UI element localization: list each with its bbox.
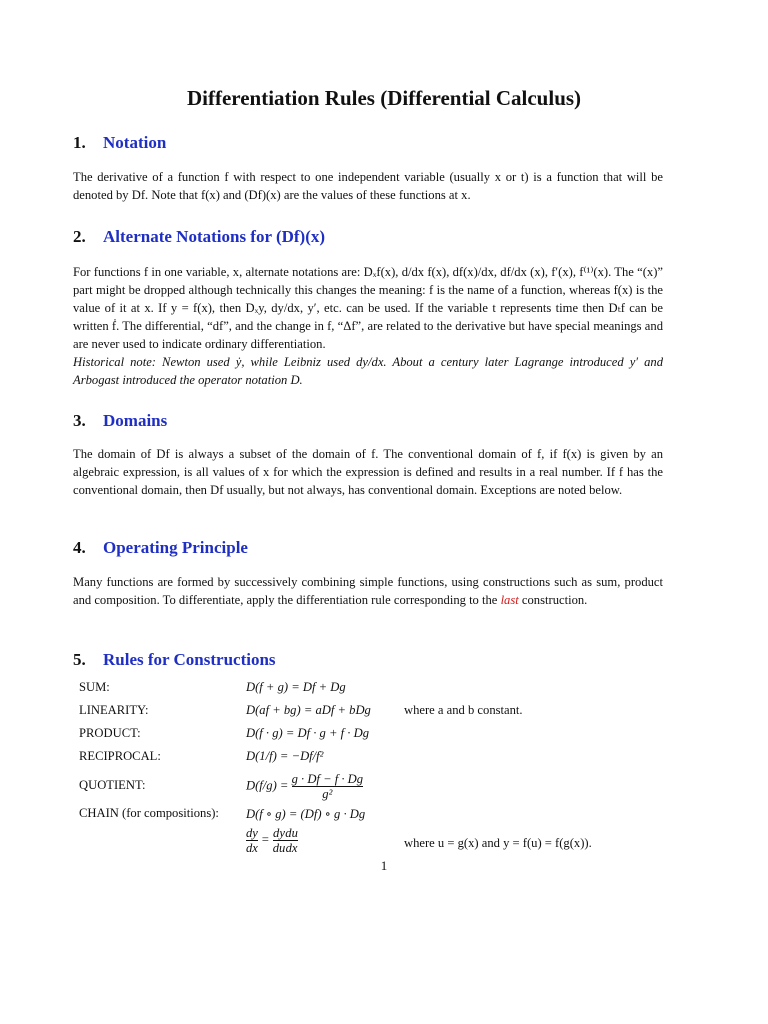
rule-label: QUOTIENT: <box>79 778 146 792</box>
rule-label: PRODUCT: <box>79 726 141 740</box>
section-number: 1. <box>73 133 86 152</box>
operating-principle-paragraph <box>73 573 663 609</box>
section-number: 3. <box>73 411 86 430</box>
section-name: Alternate Notations for (Df)(x) <box>103 227 326 246</box>
section-heading-operating-principle <box>73 538 248 558</box>
quotient-denominator: g² <box>292 786 363 801</box>
fraction <box>285 826 298 855</box>
quotient-numerator: g · Df − f · Dg <box>291 772 364 786</box>
page-title: Differentiation Rules (Differential Calculus) <box>186 86 582 110</box>
denominator: du <box>272 841 286 855</box>
numerator: dy <box>273 826 285 840</box>
domains-text: The domain of Df is always a subset of the domain of f. The conventional domain of f, if f(x) is given by an algebraic expression, is all values of x for which the expression is defined and results in a real number. If f has the conventional domain, then Df usually, but not always, has conventional domain. Exceptions are noted below. <box>73 447 663 497</box>
section-name: Operating Principle <box>103 538 248 557</box>
operating-principle-text <box>73 573 663 609</box>
section-number: 4. <box>73 538 86 557</box>
alternate-notations-text: For functions f in one variable, x, alternate notations are: Dₓf(x), d/dx f(x), df(x)/dx, df/dx (x), f′(x), f⁽¹⁾(x). The “(x)” part might be dropped although technically this changes the meaning: f is the name of a function, whereas f(x) is the value of it at x. If y = f(x), then Dₓy, dy/dx, y′, etc. can be used. If the variable t represents time then Dₜf can be written ḟ. The differential, “df”, and the change in f, “Δf”, are related to the derivative but have special meanings and are never used to indicate ordinary differentiation. <box>73 265 663 351</box>
section-number: 2. <box>73 227 86 246</box>
section-heading-alternate-notations <box>73 227 325 247</box>
rule-formula: D(f · g) = Df · g + f · Dg <box>246 726 369 740</box>
rule-label: RECIPROCAL: <box>79 749 161 763</box>
notation-paragraph <box>73 168 663 204</box>
page-number: 1 <box>380 858 388 873</box>
quotient-fraction <box>292 772 363 801</box>
section-heading-notation <box>73 133 166 153</box>
denominator: dx <box>285 841 298 855</box>
fraction <box>246 826 258 855</box>
numerator: dy <box>246 826 258 840</box>
rule-label: CHAIN (for compositions): <box>79 806 219 820</box>
section-name: Rules for Constructions <box>103 650 276 669</box>
rule-formula <box>246 772 363 801</box>
quotient-lhs: D(f/g) = <box>246 778 289 793</box>
emphasis-last: last <box>500 593 519 607</box>
alternate-notations-paragraph <box>73 263 663 389</box>
section-name: Notation <box>103 133 167 152</box>
rule-condition: where a and b constant. <box>404 703 523 717</box>
section-name: Domains <box>103 411 168 430</box>
rule-label: SUM: <box>79 680 110 694</box>
principle-text-b: construction. <box>521 593 588 607</box>
rule-formula: D(1/f) = −Df/f² <box>246 749 324 763</box>
rule-condition: where u = g(x) and y = f(u) = f(g(x)). <box>404 836 592 850</box>
domains-paragraph <box>73 445 663 499</box>
historical-note: Historical note: Newton used ẏ, while Leibniz used dy/dx. About a century later Lagrange introduced y′ and Arbogast introduced the operator notation D. <box>73 355 663 387</box>
fraction <box>273 826 286 855</box>
leibniz-chain-formula: $\frac{dy}{dx}$ = $\frac{dy}{du}$ $\frac{du}{dx}$ <box>246 826 298 855</box>
section-heading-rules <box>73 650 276 670</box>
section-heading-domains <box>73 411 167 431</box>
rule-formula: D(f ∘ g) = (Df) ∘ g · Dg <box>246 807 366 821</box>
principle-text-a: Many functions are formed by successively combining simple functions, using constructions such as sum, product and composition. To differentiate, apply the differentiation rule corresponding to the <box>73 575 663 607</box>
denominator: dx <box>246 841 258 855</box>
numerator: du <box>285 826 298 840</box>
section-number: 5. <box>73 650 86 669</box>
notation-text: The derivative of a function f with respect to one independent variable (usually x or t) is a function that will be denoted by Df. Note that f(x) and (Df)(x) are the values of these functions at x. <box>73 170 663 202</box>
rule-formula: D(af + bg) = aDf + bDg <box>246 703 371 717</box>
rule-label: LINEARITY: <box>79 703 149 717</box>
rule-formula: D(f + g) = Df + Dg <box>246 680 346 694</box>
